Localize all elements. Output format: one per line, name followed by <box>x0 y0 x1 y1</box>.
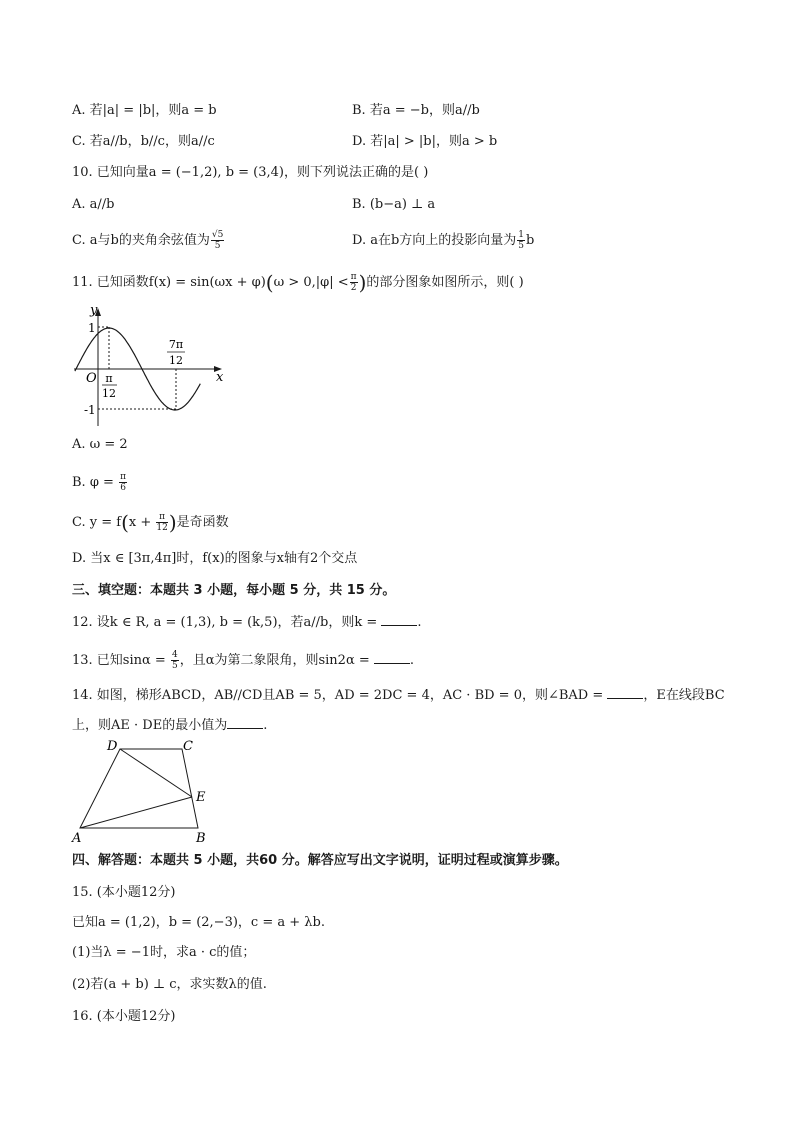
q12-text: 12. 设k ∈ R, a = (1,3), b = (k,5)，若a//b，则k = . <box>72 615 422 630</box>
q14-answer-blank-2 <box>227 716 263 729</box>
graph-y-min-label: -1 <box>84 403 96 417</box>
graph-x1-num: π <box>105 372 113 385</box>
q10-stem: 10. 已知向量a = (−1,2), b = (3,4)，则下列说法正确的是( ) <box>72 165 429 180</box>
q11-sine-graph <box>66 300 236 432</box>
q13-answer-blank <box>374 651 410 664</box>
section-3-heading: 三、填空题：本题共 3 小题，每小题 5 分，共 15 分。 <box>72 583 396 598</box>
vertex-c-label: C <box>183 739 193 754</box>
q16-title: 16. (本小题12分) <box>72 1009 176 1024</box>
graph-x-label: x <box>216 370 224 385</box>
q9-option-c: C. 若a//b，b//c，则a//c <box>72 134 215 149</box>
q10-option-d: D. a在b方向上的投影向量为 $\frac{1}{5}$ b <box>352 230 535 251</box>
q11-stem: 11. 已知函数f(x) = sin(ωx + φ)(ω > 0,|φ| < $\frac{\pi}{2}$ )的部分图象如图所示，则( ) <box>72 270 524 295</box>
graph-y-max-label: 1 <box>88 321 96 335</box>
q9-option-b: B. 若a = −b，则a//b <box>352 103 480 118</box>
q9-option-d: D. 若|a| > |b|，则a > b <box>352 134 498 149</box>
graph-y-label: y <box>90 303 98 318</box>
q10-option-d-fraction: $\frac{1}{5}$ <box>518 230 525 251</box>
graph-x1-den: 12 <box>102 387 116 400</box>
q9-option-a: A. 若|a| = |b|，则a = b <box>72 103 217 118</box>
q13-text: 13. 已知sinα = $\frac{4}{5}$ ，且α为第二象限角，则sin2α = . <box>72 650 415 671</box>
q14-trapezoid-figure <box>66 736 226 848</box>
q10-option-c-text: C. a与b的夹角余弦值为 <box>72 233 210 248</box>
q14-answer-blank-1 <box>607 686 643 699</box>
q15-part-2: (2)若(a + b) ⊥ c，求实数λ的值. <box>72 977 267 992</box>
q10-option-c-fraction: $\frac{√5}{5}$ <box>211 230 224 251</box>
q10-option-d-text: D. a在b方向上的投影向量为 <box>352 233 517 248</box>
q12-answer-blank <box>381 613 417 626</box>
q10-option-b: B. (b−a) ⊥ a <box>352 197 436 212</box>
q10-option-a: A. a//b <box>72 197 115 212</box>
q11-option-b: B. φ = $\frac{\pi}{6}$ <box>72 472 127 493</box>
section-4-heading: 四、解答题：本题共 5 小题，共60 分。解答应写出文字说明，证明过程或演算步骤。 <box>72 853 568 868</box>
graph-x2-den: 12 <box>169 354 183 367</box>
q14-line-2: 上，则AE · DE的最小值为 . <box>72 718 268 733</box>
q15-part-1: (1)当λ = −1时，求a · c的值； <box>72 945 256 960</box>
vertex-d-label: D <box>107 739 118 754</box>
graph-origin-label: O <box>86 371 97 386</box>
q14-line-1: 14. 如图，梯形ABCD，AB//CD且AB = 5，AD = 2DC = 4，AC · BD = 0，则∠BAD = ，E在线段BC <box>72 688 725 703</box>
q11-option-d: D. 当x ∈ [3π,4π]时，f(x)的图象与x轴有2个交点 <box>72 551 358 566</box>
graph-x2-num: 7π <box>168 338 184 351</box>
q11-option-c: C. y = f(x + $\frac{\pi}{12}$ )是奇函数 <box>72 510 229 535</box>
vertex-a-label: A <box>72 831 82 846</box>
q15-title: 15. (本小题12分) <box>72 885 176 900</box>
vertex-b-label: B <box>196 831 206 846</box>
q11-option-a: A. ω = 2 <box>72 437 128 452</box>
q15-given: 已知a = (1,2)，b = (2,−3)，c = a + λb. <box>72 915 325 930</box>
q10-option-c <box>72 230 225 251</box>
vertex-e-label: E <box>196 790 206 805</box>
